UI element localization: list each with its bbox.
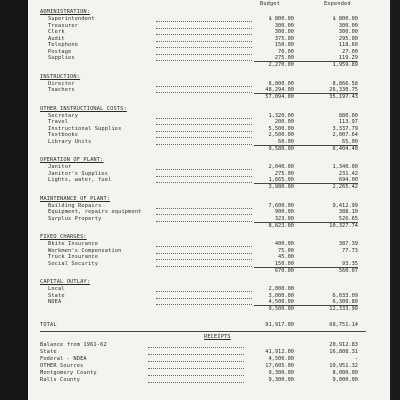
line-item-expended: 118.60 [338,42,358,48]
line-item-budget: 150.00 [274,260,294,267]
scan-edge [0,0,28,400]
grand-total-label: TOTAL [40,321,57,328]
line-item-label: Local [48,286,65,292]
line-item-label: Equipment, repairs equipment [48,209,142,215]
line-item-label: Secretary [48,112,79,119]
receipt-expended: 8,000.00 [332,369,358,376]
line-item-expended: 27.00 [342,48,358,55]
line-item-label: NDEA [48,299,62,305]
line-item-budget: 7,600.00 [268,202,294,209]
line-item-budget: 275.00 [274,55,294,61]
line-item-label: Surplus Property [48,215,102,222]
line-item-expended: 388.10 [338,209,358,215]
line-item-expended: 526.65 [338,215,358,222]
line-item-budget: 300.00 [274,22,294,29]
section-total-expended: 12,333.99 [329,306,358,312]
line-item-expended: 2,007.64 [332,132,358,138]
receipt-budget: 9,300.00 [268,376,294,383]
line-item-budget: 200.00 [274,119,294,125]
receipt-leader [148,341,244,348]
receipt-expended: 16,808.31 [329,348,358,355]
line-item-expended: 113.97 [338,119,358,125]
budget-page [28,0,390,400]
line-item-budget: 48,294.00 [265,87,294,93]
line-item-budget: 1,665.00 [268,177,294,183]
line-item-expended: 9,412.99 [332,202,358,209]
section-total-budget: 2,270.00 [268,62,294,68]
receipt-budget: 4,500.00 [268,355,294,362]
receipt-expended: 10,951.32 [329,362,358,369]
line-item-label: Telephone [48,42,79,48]
budget-column-header: Budget [260,1,281,7]
receipt-expended: 20,912.83 [329,341,358,348]
receipt-leader [148,362,244,369]
line-item-budget: 2,040.00 [268,164,294,170]
line-item-label: Janitor's Supplies [48,170,109,177]
line-item-budget: 5,500.00 [268,125,294,132]
line-item-budget: 900.00 [274,209,294,215]
receipt-leader [148,355,244,362]
receipt-leader [148,348,244,355]
line-item-expended: 694.00 [338,177,358,183]
receipt-label: Montgomery County [40,369,97,376]
line-item-expended: 77.73 [342,247,358,254]
line-item-label: Clerk [48,29,65,35]
line-item-expended: 231.42 [338,170,358,177]
line-item-label: Social Security [48,260,99,267]
line-item-label: Janitor [48,164,72,170]
line-item-budget: 150.00 [274,42,294,48]
line-item-budget: 60.00 [278,138,294,145]
line-item-label: State [48,292,65,299]
section-title-capital: CAPITAL OUTLAY: [40,279,91,285]
line-item-label: Postage [48,48,72,55]
line-item-expended: 1,340.00 [332,164,358,170]
line-item-label: Instructional Supplies [48,125,122,132]
section-total-expended: 10,327.74 [329,222,358,229]
receipt-expended: - [354,355,358,362]
line-item-budget: 1,320.00 [268,112,294,119]
line-item-expended: 119.29 [338,55,358,61]
receipts-rule [40,331,366,332]
receipt-leader [148,376,244,383]
section-total-budget: 57,094.00 [265,94,294,100]
line-item-budget: 375.00 [274,35,294,42]
line-item-label: Treasurer [48,22,79,29]
line-item-budget: 3,000.00 [268,292,294,299]
line-item-label: Lights, water, fuel [48,177,112,183]
section-total-budget: 9,500.00 [268,306,294,312]
line-item-label: Audit [48,35,65,42]
line-item-expended: 8,866.58 [332,80,358,87]
line-item-budget: 2,000.00 [268,286,294,292]
line-item-budget: $ 800.00 [268,16,294,22]
grand-total-expended: 68,751.14 [329,321,358,328]
line-item-label: Library Units [48,138,92,145]
line-item-label: Workmen's Compensation [48,247,122,254]
section-title-fixed: FIXED CHARGES: [40,234,87,240]
grand-total-budget: 91,917.00 [265,321,294,328]
line-item-expended: 387.39 [338,241,358,247]
section-title-operation: OPERATION OF PLANT: [40,157,104,163]
section-total-expended: 1,959.89 [332,62,358,68]
line-item-budget: 323.00 [274,215,294,222]
line-item-expended: $ 800.00 [332,16,358,22]
section-total-budget: 8,823.00 [268,222,294,229]
line-item-budget: 75.00 [278,247,294,254]
section-title-maintenance: MAINTENANCE OF PLANT: [40,195,111,202]
line-item-budget: 400.00 [274,241,294,247]
receipts-title: RECEIPTS [204,333,231,340]
receipt-label: Ralls County [40,376,81,383]
line-item-budget: 2,500.00 [268,132,294,138]
line-item-budget: 4,500.00 [268,299,294,305]
line-item-label: Building Repairs [48,202,102,209]
line-item-label: Director [48,80,75,87]
line-item-label: Textbooks [48,132,79,138]
line-item-label: Teachers [48,87,75,93]
section-total-expended: 2,265.42 [332,184,358,190]
line-item-label: Travel [48,119,69,125]
line-item-expended: 6,033.09 [332,292,358,299]
line-item-label: Truck Insurance [48,254,99,260]
expended-column-header: Expended [324,1,351,7]
line-item-budget: 70.00 [278,48,294,55]
receipt-budget: 9,300.00 [268,369,294,376]
line-item-budget: 275.00 [274,170,294,177]
line-item-label: Supplies [48,55,75,61]
line-item-label: Superintendent [48,16,95,22]
section-total-expended: 560.07 [338,267,358,274]
receipt-budget: 17,605.00 [265,362,294,369]
receipt-label: Federal - NDEA [40,355,87,362]
line-item-expended: 93.35 [342,260,358,267]
line-item-expended: 295.00 [338,35,358,42]
section-title-instruction: INSTRUCTION: [40,73,81,80]
receipt-budget: 41,912.00 [265,348,294,355]
line-item-expended: 300.00 [338,22,358,29]
section-total-budget: 9,580.00 [268,145,294,152]
line-item-expended: 65.00 [342,138,358,145]
section-total-budget: 3,980.00 [268,184,294,190]
line-item-expended: 300.00 [338,29,358,35]
receipt-expended: 9,000.00 [332,376,358,383]
section-total-budget: 670.00 [274,267,294,274]
section-title-other_instr: OTHER INSTRUCTIONAL COSTS: [40,105,127,112]
line-item-expended: 6,300.80 [332,299,358,305]
receipt-label: State [40,348,57,355]
section-title-admin: ADMINISTRATION: [40,9,91,15]
line-item-expended: 880.00 [338,112,358,119]
section-total-expended: 35,197.43 [329,94,358,100]
line-item-budget: 8,800.00 [268,80,294,87]
section-total-expended: 6,404.40 [332,145,358,152]
line-item-budget: 45.00 [278,254,294,260]
receipt-label: Balance from 1961-62 [40,341,107,348]
receipt-label: OTHER Sources [40,362,84,369]
line-item-label: Bkite Insurance [48,241,99,247]
line-item-budget: 300.00 [274,29,294,35]
receipt-leader [148,369,244,376]
line-item-expended: 3,337.79 [332,125,358,132]
line-item-expended: 26,330.75 [329,87,358,93]
